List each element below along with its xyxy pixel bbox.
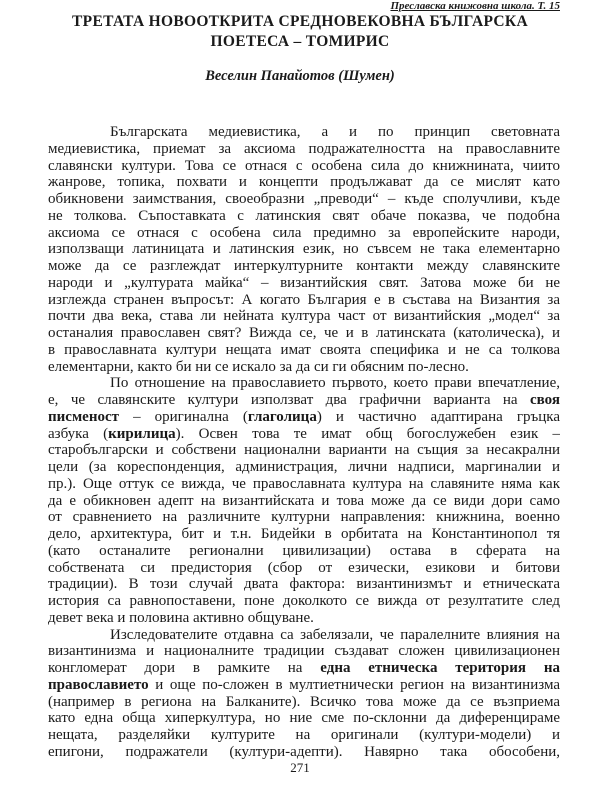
text-segment: използващи латиницата и латинския език, но съвсем не така елементарно (48, 241, 560, 258)
article-title (0, 12, 600, 52)
text-line (48, 292, 560, 309)
text-line (48, 493, 560, 510)
text-line (48, 677, 560, 694)
text-segment: – оригинална ( (119, 408, 248, 425)
text-line (48, 158, 560, 175)
text-line (48, 359, 560, 376)
text-line (48, 727, 560, 744)
text-segment: в православната култури нещата имат своята специфика и не са толкова (48, 341, 560, 358)
text-line (48, 610, 560, 627)
text-line (48, 208, 560, 225)
text-segment: и още по-сложен в мултиетнически регион на византинизма (148, 676, 560, 693)
text-segment: аксиома се отнася с особена сила предимно за европейските народи, (48, 224, 560, 241)
text-segment: да е обикновен адепт на византийската и това може да се види дори само (48, 492, 560, 509)
page-number: 271 (290, 760, 310, 775)
text-segment: Изследователите отдавна са забелязали, че паралелните влияния на (110, 626, 560, 643)
text-segment: може да се разглеждат интеркултурните контакти между славянските (48, 258, 560, 274)
text-line (48, 392, 560, 409)
text-segment: е, че славянските култури използват два графични варианта на (48, 392, 530, 408)
text-segment: византинизма и националните традиции създават сложен цивилизационен (48, 643, 560, 660)
text-segment: ) и частично адаптирана гръцка (316, 408, 560, 425)
text-line (48, 476, 560, 493)
text-segment: изглежда странен въпросът: А когато България е в състава на Византия за (48, 291, 560, 308)
text-line (48, 627, 560, 644)
text-line (48, 258, 560, 275)
text-line (48, 744, 560, 761)
text-line (48, 124, 560, 141)
bold-text: кирилица (108, 425, 176, 442)
text-segment: По отношение на православието първото, което прави впечатление, (110, 375, 560, 392)
text-segment: славянски култури. Това се отнася с особена сила до книжнината, чиито (48, 157, 560, 174)
text-line (48, 191, 560, 208)
paragraph (48, 124, 560, 375)
text-line (48, 409, 560, 426)
text-segment: история са равнопоставени, поне доколкото се вижда от резултатите след (48, 593, 560, 609)
text-segment: дело, архитектура, бит и т.н. Бидейки в орбитата на Константинопол тя (48, 526, 560, 542)
bold-text: своя (530, 392, 560, 408)
bold-text: православието (48, 676, 149, 693)
text-line (48, 325, 560, 342)
text-segment: почти два века, става ли нейната култура част от византийския „модел“ за (48, 308, 560, 325)
text-line (48, 275, 560, 292)
text-segment: елементарни, както би ни се искало за да си ги обясним по-лесно. (48, 358, 469, 375)
text-segment: народи и „културата майка“ – византийския свят. Затова може би не (48, 274, 560, 291)
text-line (48, 643, 560, 660)
text-line (48, 241, 560, 258)
text-segment: (например в региона на Балканите). Всичко това може да се възприема (48, 693, 560, 710)
title-line: ПОЕТЕСА – ТОМИРИС (210, 33, 390, 50)
text-line (48, 660, 560, 677)
text-line (48, 560, 560, 577)
text-line (48, 308, 560, 325)
text-line (48, 526, 560, 543)
article-body (48, 124, 560, 761)
bold-text: писменост (48, 408, 119, 425)
text-line (48, 174, 560, 191)
text-segment: медиевистика, приемат за аксиома подражателността на православните (48, 140, 560, 157)
text-segment: останалия православен свят? Вижда се, че и в латинската (католическа), и (48, 325, 560, 341)
text-segment: не толкова. Съпоставката с латинския свят обаче показва, че подобна (48, 207, 560, 224)
text-segment: пр.). Още оттук се вижда, че православната култура на славяните няма как (48, 475, 560, 492)
text-line (48, 509, 560, 526)
author-byline: Веселин Панайотов (Шумен) (205, 68, 395, 84)
text-segment: епигони, подражатели (култури-адепти). Навярно така обособени, (48, 743, 560, 760)
text-segment: девет века и половина активно общуване. (48, 609, 314, 626)
text-segment: конгломерат дори в рамките на (48, 660, 321, 676)
text-line (48, 141, 560, 158)
text-line (48, 375, 560, 392)
text-segment: ). Освен това те имат общ богослужебен език – (175, 425, 560, 442)
text-line (48, 225, 560, 242)
text-line (48, 694, 560, 711)
text-line (48, 543, 560, 560)
text-segment: Българската медиевистика, а и по принцип световната (110, 124, 560, 140)
text-line (48, 576, 560, 593)
text-segment: азбука ( (48, 425, 109, 442)
text-line (48, 426, 560, 443)
paragraph (48, 627, 560, 761)
text-segment: жанрове, топика, похвати и концепти продължават да се мислят като (48, 174, 560, 191)
text-line (48, 593, 560, 610)
text-segment: собствената си предистория (сбор от езически, езикови и битови (48, 559, 560, 576)
bold-text: глаголица (247, 408, 317, 425)
paragraph (48, 375, 560, 626)
text-segment: обикновени заимствания, своеобразни „преводи“ – къде сполучливи, къде (48, 191, 560, 207)
title-line: ТРЕТАТА НОВООТКРИТА СРЕДНОВЕКОВНА БЪЛГАРСКА (72, 13, 528, 30)
text-line (48, 710, 560, 727)
running-head: Преславска книжовна школа. Т. 15 (390, 0, 560, 12)
text-segment: старобългарски и собствени национални варианти на същия за несакрални (48, 442, 560, 459)
text-line (48, 342, 560, 359)
text-segment: от сравнението на различните културни направления: книжнина, военно (48, 509, 560, 526)
text-segment: традиции). В този случай двата фактора: византинизмът и етническата (48, 576, 560, 593)
text-segment: като една обща хиперкултура, но ние сме по-склонни да диференцираме (48, 710, 560, 727)
text-line (48, 442, 560, 459)
text-segment: цели (за кореспонденция, администрация, лични надписи, маргиналии и (48, 459, 560, 475)
text-segment: (като останалите регионални цивилизации) остава в сферата на (48, 542, 560, 559)
bold-text: една етническа територия на (320, 660, 560, 676)
text-line (48, 459, 560, 476)
text-segment: нещата, разделяйки културите на оригинали (култури-модели) и (48, 727, 560, 743)
